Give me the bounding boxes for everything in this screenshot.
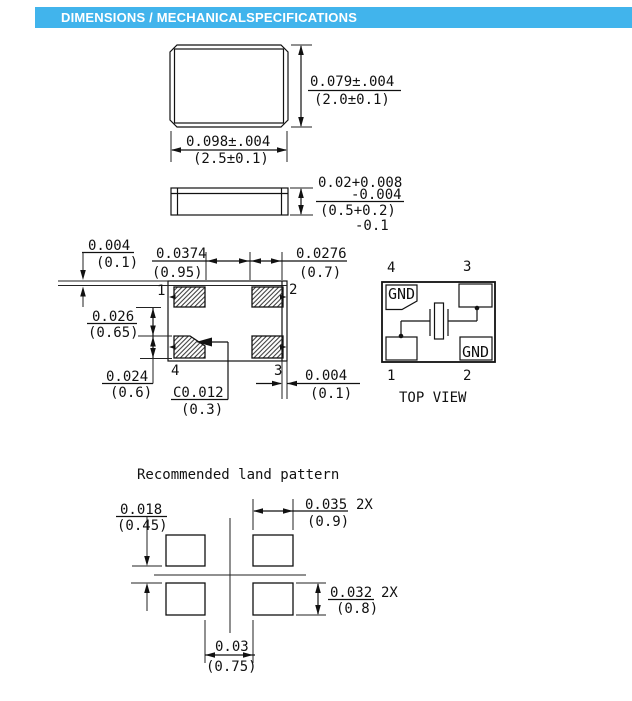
dim-edge-offset-top-inch: 0.004 [88, 238, 131, 254]
top-view-schematic-drawing [382, 259, 495, 406]
dim-thickness-inch-tol: -0.004 [351, 187, 402, 203]
dim-body-height-inch: 0.079±.004 [310, 74, 395, 90]
top-view-pin-3-label: 3 [463, 259, 472, 275]
dim-pad-width-inch: 0.0276 [296, 246, 347, 262]
bottom-pin-3-label: 3 [274, 363, 283, 379]
dim-land-height-inch: 0.032 [330, 585, 373, 601]
dim-land-gap-y-mm: (0.45) [117, 518, 168, 534]
land-pad-bottom-left [166, 583, 205, 615]
land-pad-top-left [166, 535, 205, 566]
land-pad-bottom-right [253, 583, 293, 615]
bottom-pin-4-label: 4 [171, 363, 180, 379]
dim-land-width-mm: (0.9) [307, 514, 350, 530]
dim-edge-offset-right-inch: 0.004 [305, 368, 348, 384]
top-view-caption: TOP VIEW [399, 390, 467, 406]
pad-1 [174, 287, 205, 307]
dim-land-height-qty: 2X [381, 585, 398, 601]
dim-body-height-mm: (2.0±0.1) [314, 92, 390, 108]
top-view-pin-4-label: 4 [387, 260, 396, 276]
bottom-pad-layout-drawing [58, 238, 360, 418]
pad-2 [252, 287, 283, 307]
dim-body-width-inch: 0.098±.004 [186, 134, 271, 150]
dim-pad-gap-y-mm: (0.65) [88, 325, 139, 341]
dim-thickness-mm-nominal: (0.5+0.2) [320, 203, 396, 219]
dim-land-width-inch: 0.035 [305, 497, 348, 513]
dim-pad-gap-x-inch: 0.0374 [156, 246, 207, 262]
dim-edge-offset-right-mm: (0.1) [310, 386, 353, 402]
crystal-symbol [435, 303, 444, 339]
section-header-title: DIMENSIONS / MECHANICALSPECIFICATIONS [61, 10, 358, 25]
dim-edge-offset-top-mm: (0.1) [96, 255, 139, 271]
land-pad-top-right [253, 535, 293, 566]
top-view-pin-2-label: 2 [463, 368, 472, 384]
dim-thickness-inch-nominal: 0.02+0.008 [318, 175, 403, 191]
dim-land-width-qty: 2X [356, 497, 373, 513]
dim-thickness-mm-tol: -0.1 [355, 218, 389, 234]
dim-land-gap-y-inch: 0.018 [120, 502, 163, 518]
land-pattern-drawing [116, 467, 398, 675]
dim-pad-gap-x-mm: (0.95) [152, 265, 203, 281]
top-view-pad-3 [459, 284, 492, 307]
package-side-view-drawing [171, 175, 404, 234]
top-view-pin-1-label: 1 [387, 368, 396, 384]
dim-pad-width-mm: (0.7) [299, 265, 342, 281]
dim-body-width-mm: (2.5±0.1) [193, 151, 269, 167]
dim-land-gap-x-mm: (0.75) [206, 659, 257, 675]
bottom-pin-2-label: 2 [289, 282, 298, 298]
dim-pad-gap-y-inch: 0.026 [92, 309, 135, 325]
pad-4-chamfered [174, 336, 205, 358]
gnd-label-pin4: GND [388, 285, 416, 303]
gnd-label-pin2: GND [462, 343, 490, 361]
dim-land-height-mm: (0.8) [336, 601, 379, 617]
dim-chamfer-mm: (0.3) [181, 402, 224, 418]
dim-pad-height-inch: 0.024 [106, 369, 149, 385]
dim-land-gap-x-inch: 0.03 [215, 639, 249, 655]
pad-3 [252, 336, 283, 358]
package-outline-top-drawing [170, 45, 401, 167]
land-pattern-title: Recommended land pattern [137, 467, 340, 483]
dim-pad-height-mm: (0.6) [110, 385, 153, 401]
bottom-pin-1-label: 1 [157, 283, 166, 299]
dim-chamfer-inch: C0.012 [173, 385, 224, 401]
top-view-pad-1 [386, 337, 417, 360]
